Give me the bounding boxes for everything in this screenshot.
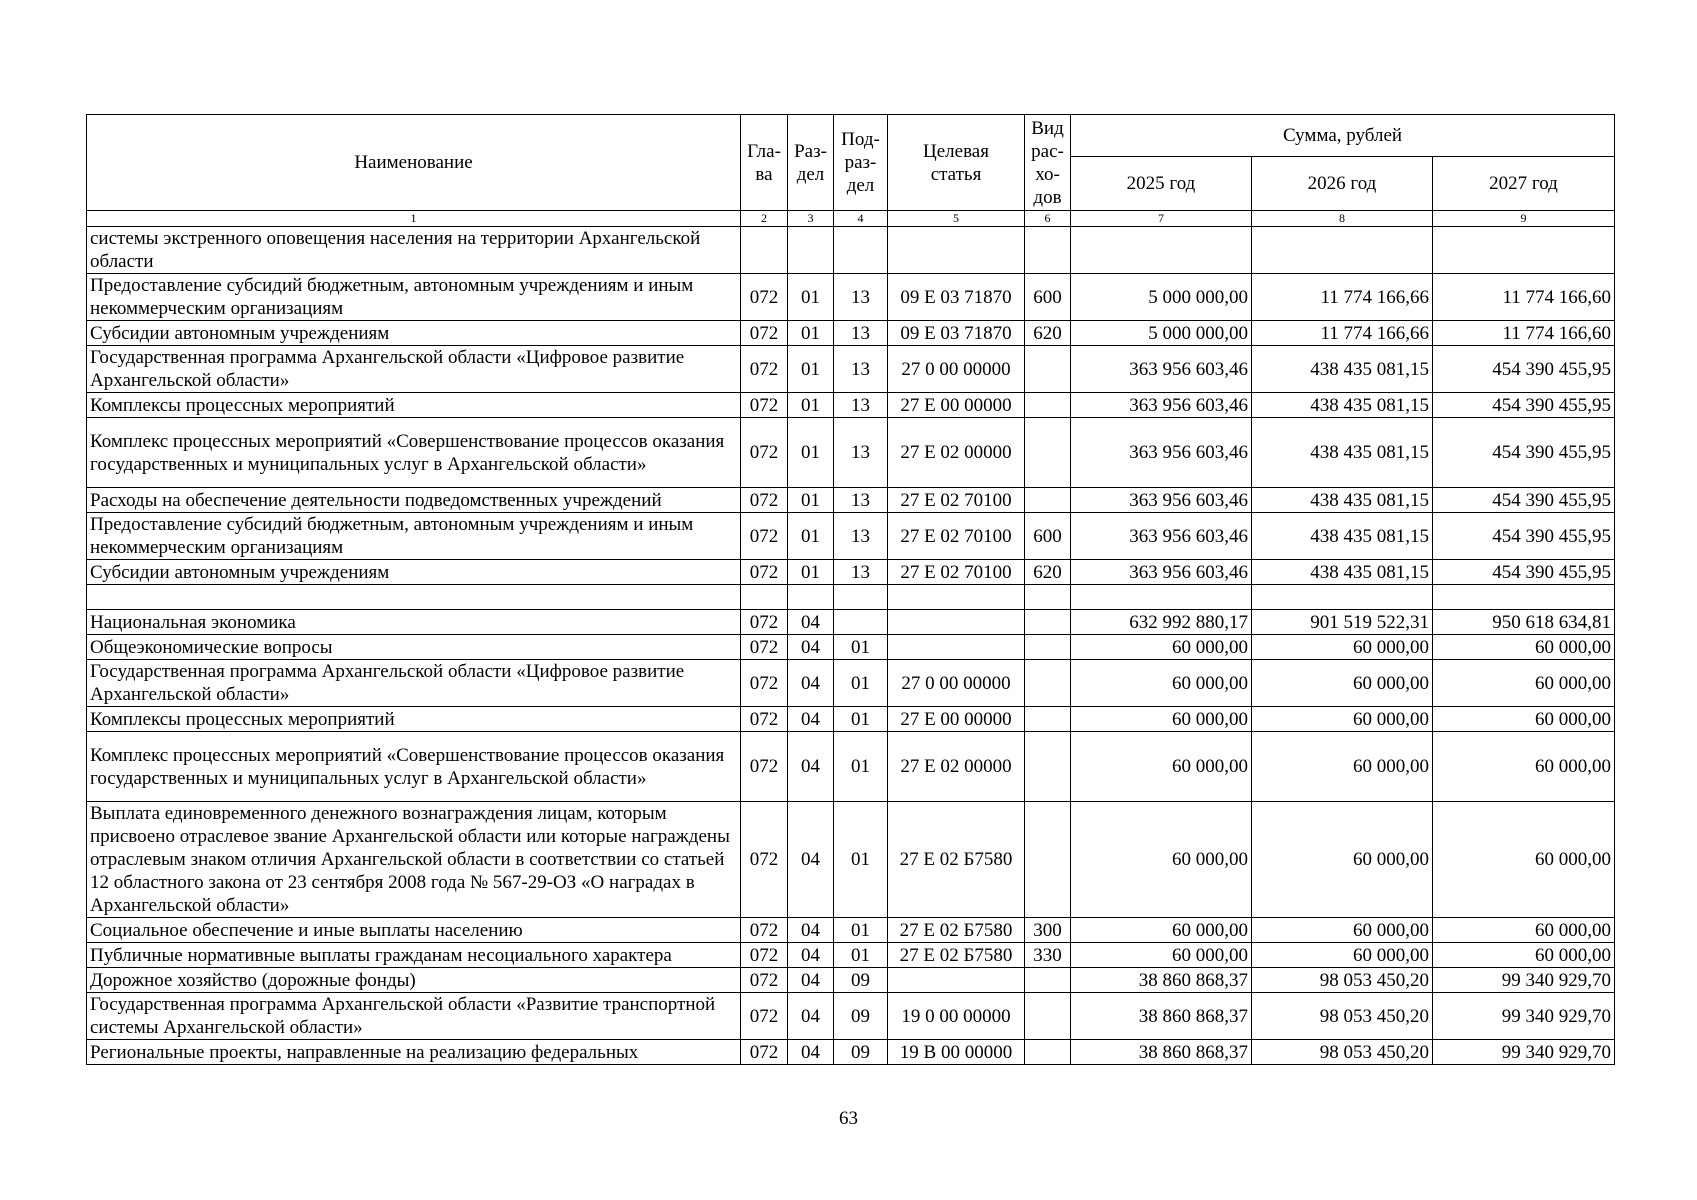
row-subsection: 13 — [834, 321, 888, 346]
row-target-article: 27 Е 02 70100 — [888, 560, 1025, 585]
row-expense-type: 600 — [1025, 274, 1071, 321]
row-amount-2027 — [1433, 585, 1615, 610]
row-expense-type — [1025, 802, 1071, 918]
row-amount-2027: 99 340 929,70 — [1433, 1040, 1615, 1065]
row-section: 04 — [788, 635, 834, 660]
header-year-2026: 2026 год — [1252, 157, 1433, 211]
row-amount-2027: 11 774 166,60 — [1433, 274, 1615, 321]
table-row — [87, 274, 1615, 321]
table-row — [87, 943, 1615, 968]
row-target-article: 09 Е 03 71870 — [888, 321, 1025, 346]
row-amount-2026: 60 000,00 — [1252, 943, 1433, 968]
table-row — [87, 513, 1615, 560]
row-amount-2026: 60 000,00 — [1252, 635, 1433, 660]
header-chapter: Гла- ва — [741, 115, 788, 211]
table-row — [87, 707, 1615, 732]
row-expense-type: 330 — [1025, 943, 1071, 968]
row-amount-2026: 60 000,00 — [1252, 660, 1433, 707]
row-subsection — [834, 227, 888, 274]
row-subsection: 13 — [834, 393, 888, 418]
row-expense-type — [1025, 968, 1071, 993]
row-amount-2027: 99 340 929,70 — [1433, 968, 1615, 993]
row-amount-2026: 60 000,00 — [1252, 918, 1433, 943]
row-amount-2027: 60 000,00 — [1433, 732, 1615, 802]
row-amount-2025: 363 956 603,46 — [1071, 488, 1252, 513]
row-amount-2026: 11 774 166,66 — [1252, 321, 1433, 346]
row-section — [788, 227, 834, 274]
row-subsection: 13 — [834, 513, 888, 560]
row-chapter: 072 — [741, 346, 788, 393]
header-expense-type: Вид рас- хо- дов — [1025, 115, 1071, 211]
table-header — [87, 115, 1615, 227]
table-row — [87, 993, 1615, 1040]
row-subsection: 13 — [834, 418, 888, 488]
row-amount-2027: 99 340 929,70 — [1433, 993, 1615, 1040]
row-target-article: 19 0 00 00000 — [888, 993, 1025, 1040]
row-amount-2026: 438 435 081,15 — [1252, 418, 1433, 488]
row-expense-type: 600 — [1025, 513, 1071, 560]
row-amount-2025: 60 000,00 — [1071, 732, 1252, 802]
row-subsection: 13 — [834, 346, 888, 393]
row-name: Комплекс процессных мероприятий «Совершенствование процессов оказания государственных и муниципальных услуг в Архангельской области» — [87, 418, 741, 488]
table-row — [87, 1040, 1615, 1065]
row-subsection: 01 — [834, 732, 888, 802]
row-section — [788, 585, 834, 610]
row-name: Общеэкономические вопросы — [87, 635, 741, 660]
row-name — [87, 585, 741, 610]
row-subsection — [834, 585, 888, 610]
table-row — [87, 393, 1615, 418]
row-amount-2025: 5 000 000,00 — [1071, 321, 1252, 346]
row-subsection: 01 — [834, 660, 888, 707]
row-name: Публичные нормативные выплаты гражданам несоциального характера — [87, 943, 741, 968]
column-number: 8 — [1252, 211, 1433, 227]
row-section: 01 — [788, 560, 834, 585]
row-expense-type: 300 — [1025, 918, 1071, 943]
row-expense-type — [1025, 393, 1071, 418]
row-amount-2026: 60 000,00 — [1252, 732, 1433, 802]
row-target-article — [888, 968, 1025, 993]
row-target-article: 27 Е 02 00000 — [888, 418, 1025, 488]
row-name: Предоставление субсидий бюджетным, автономным учреждениям и иным некоммерческим организациям — [87, 513, 741, 560]
table-row — [87, 660, 1615, 707]
column-number: 4 — [834, 211, 888, 227]
row-expense-type — [1025, 418, 1071, 488]
row-expense-type — [1025, 1040, 1071, 1065]
row-target-article — [888, 227, 1025, 274]
header-name: Наименование — [87, 115, 741, 211]
row-target-article — [888, 610, 1025, 635]
row-amount-2027: 60 000,00 — [1433, 660, 1615, 707]
table-row — [87, 968, 1615, 993]
row-amount-2025: 38 860 868,37 — [1071, 993, 1252, 1040]
table-row — [87, 418, 1615, 488]
header-section: Раз- дел — [788, 115, 834, 211]
row-amount-2025: 60 000,00 — [1071, 707, 1252, 732]
header-sum-group: Сумма, рублей — [1071, 115, 1615, 157]
column-number: 6 — [1025, 211, 1071, 227]
row-section: 01 — [788, 321, 834, 346]
row-amount-2026: 98 053 450,20 — [1252, 1040, 1433, 1065]
row-subsection — [834, 610, 888, 635]
row-chapter: 072 — [741, 993, 788, 1040]
row-section: 01 — [788, 346, 834, 393]
row-amount-2026 — [1252, 585, 1433, 610]
row-amount-2026 — [1252, 227, 1433, 274]
row-section: 04 — [788, 993, 834, 1040]
row-expense-type — [1025, 660, 1071, 707]
row-amount-2025: 363 956 603,46 — [1071, 560, 1252, 585]
row-target-article: 27 Е 00 00000 — [888, 707, 1025, 732]
row-name: Субсидии автономным учреждениям — [87, 560, 741, 585]
column-number: 5 — [888, 211, 1025, 227]
row-subsection: 01 — [834, 943, 888, 968]
row-target-article — [888, 585, 1025, 610]
row-name: Предоставление субсидий бюджетным, автономным учреждениям и иным некоммерческим организациям — [87, 274, 741, 321]
header-year-2027: 2027 год — [1433, 157, 1615, 211]
row-expense-type — [1025, 227, 1071, 274]
row-name: Расходы на обеспечение деятельности подведомственных учреждений — [87, 488, 741, 513]
row-subsection: 09 — [834, 993, 888, 1040]
row-subsection: 13 — [834, 274, 888, 321]
table-row — [87, 488, 1615, 513]
table-row — [87, 732, 1615, 802]
row-chapter — [741, 227, 788, 274]
row-amount-2027: 950 618 634,81 — [1433, 610, 1615, 635]
row-amount-2027: 60 000,00 — [1433, 918, 1615, 943]
table-body — [87, 227, 1615, 1065]
row-chapter: 072 — [741, 635, 788, 660]
row-amount-2027: 11 774 166,60 — [1433, 321, 1615, 346]
row-chapter: 072 — [741, 274, 788, 321]
row-name: Национальная экономика — [87, 610, 741, 635]
row-target-article: 27 Е 02 70100 — [888, 488, 1025, 513]
row-chapter — [741, 585, 788, 610]
row-expense-type — [1025, 993, 1071, 1040]
row-amount-2026: 438 435 081,15 — [1252, 513, 1433, 560]
row-expense-type — [1025, 707, 1071, 732]
row-chapter: 072 — [741, 393, 788, 418]
row-amount-2025: 363 956 603,46 — [1071, 418, 1252, 488]
row-target-article: 27 Е 02 Б7580 — [888, 943, 1025, 968]
row-section: 04 — [788, 707, 834, 732]
row-expense-type — [1025, 488, 1071, 513]
row-target-article: 27 0 00 00000 — [888, 660, 1025, 707]
row-chapter: 072 — [741, 513, 788, 560]
column-number: 2 — [741, 211, 788, 227]
row-amount-2027: 454 390 455,95 — [1433, 418, 1615, 488]
row-expense-type — [1025, 635, 1071, 660]
row-chapter: 072 — [741, 560, 788, 585]
row-section: 04 — [788, 1040, 834, 1065]
row-subsection: 01 — [834, 918, 888, 943]
row-name: Дорожное хозяйство (дорожные фонды) — [87, 968, 741, 993]
column-number: 7 — [1071, 211, 1252, 227]
row-section: 01 — [788, 488, 834, 513]
row-chapter: 072 — [741, 943, 788, 968]
row-name: системы экстренного оповещения населения на территории Архангельской области — [87, 227, 741, 274]
row-name: Государственная программа Архангельской области «Цифровое развитие Архангельской области» — [87, 660, 741, 707]
column-number: 3 — [788, 211, 834, 227]
table-row — [87, 635, 1615, 660]
column-number-row — [87, 211, 1615, 227]
header-target-article: Целевая статья — [888, 115, 1025, 211]
row-amount-2025: 5 000 000,00 — [1071, 274, 1252, 321]
row-amount-2027 — [1433, 227, 1615, 274]
row-expense-type — [1025, 585, 1071, 610]
row-section: 04 — [788, 918, 834, 943]
row-target-article: 27 Е 02 Б7580 — [888, 918, 1025, 943]
row-chapter: 072 — [741, 418, 788, 488]
row-amount-2025: 38 860 868,37 — [1071, 968, 1252, 993]
row-target-article: 27 Е 00 00000 — [888, 393, 1025, 418]
row-section: 04 — [788, 610, 834, 635]
row-amount-2025: 632 992 880,17 — [1071, 610, 1252, 635]
row-amount-2026: 438 435 081,15 — [1252, 393, 1433, 418]
row-section: 01 — [788, 418, 834, 488]
column-number: 1 — [87, 211, 741, 227]
row-section: 01 — [788, 513, 834, 560]
table-row — [87, 560, 1615, 585]
row-amount-2027: 60 000,00 — [1433, 635, 1615, 660]
row-amount-2025: 38 860 868,37 — [1071, 1040, 1252, 1065]
row-target-article: 27 0 00 00000 — [888, 346, 1025, 393]
table-row — [87, 321, 1615, 346]
row-name: Субсидии автономным учреждениям — [87, 321, 741, 346]
row-amount-2026: 11 774 166,66 — [1252, 274, 1433, 321]
row-section: 04 — [788, 802, 834, 918]
row-amount-2027: 60 000,00 — [1433, 707, 1615, 732]
row-name: Государственная программа Архангельской области «Цифровое развитие Архангельской области» — [87, 346, 741, 393]
row-amount-2026: 60 000,00 — [1252, 707, 1433, 732]
row-name: Государственная программа Архангельской области «Развитие транспортной системы Архангельской области» — [87, 993, 741, 1040]
row-amount-2027: 454 390 455,95 — [1433, 488, 1615, 513]
row-chapter: 072 — [741, 610, 788, 635]
row-amount-2025: 60 000,00 — [1071, 660, 1252, 707]
row-subsection: 09 — [834, 1040, 888, 1065]
row-target-article: 19 В 00 00000 — [888, 1040, 1025, 1065]
row-amount-2027: 454 390 455,95 — [1433, 513, 1615, 560]
row-section: 04 — [788, 732, 834, 802]
row-amount-2025: 60 000,00 — [1071, 802, 1252, 918]
table-row — [87, 610, 1615, 635]
budget-table — [86, 114, 1615, 1065]
row-chapter: 072 — [741, 732, 788, 802]
row-target-article — [888, 635, 1025, 660]
row-chapter: 072 — [741, 707, 788, 732]
row-amount-2027: 454 390 455,95 — [1433, 560, 1615, 585]
row-chapter: 072 — [741, 1040, 788, 1065]
row-amount-2027: 60 000,00 — [1433, 802, 1615, 918]
row-chapter: 072 — [741, 321, 788, 346]
row-amount-2025: 60 000,00 — [1071, 635, 1252, 660]
row-chapter: 072 — [741, 968, 788, 993]
table-row — [87, 346, 1615, 393]
row-amount-2025: 363 956 603,46 — [1071, 393, 1252, 418]
row-subsection: 09 — [834, 968, 888, 993]
row-target-article: 09 Е 03 71870 — [888, 274, 1025, 321]
row-subsection: 01 — [834, 635, 888, 660]
row-amount-2025: 60 000,00 — [1071, 943, 1252, 968]
row-expense-type — [1025, 610, 1071, 635]
row-section: 01 — [788, 393, 834, 418]
row-section: 04 — [788, 968, 834, 993]
row-chapter: 072 — [741, 660, 788, 707]
row-name: Комплексы процессных мероприятий — [87, 393, 741, 418]
table-row — [87, 802, 1615, 918]
row-amount-2025: 60 000,00 — [1071, 918, 1252, 943]
row-name: Выплата единовременного денежного вознаграждения лицам, которым присвоено отраслевое звание Архангельской области или которые награждены отраслевым знаком отличия Архангельской области в соответствии со статьей 12 областного закона от 23 сентября 2008 года № 567-29-ОЗ «О наградах в Архангельской области» — [87, 802, 741, 918]
row-amount-2026: 438 435 081,15 — [1252, 346, 1433, 393]
row-amount-2026: 98 053 450,20 — [1252, 968, 1433, 993]
row-amount-2026: 60 000,00 — [1252, 802, 1433, 918]
row-expense-type — [1025, 346, 1071, 393]
row-amount-2025: 363 956 603,46 — [1071, 513, 1252, 560]
row-amount-2025 — [1071, 227, 1252, 274]
row-target-article: 27 Е 02 70100 — [888, 513, 1025, 560]
row-name: Комплекс процессных мероприятий «Совершенствование процессов оказания государственных и муниципальных услуг в Архангельской области» — [87, 732, 741, 802]
row-section: 04 — [788, 660, 834, 707]
row-chapter: 072 — [741, 918, 788, 943]
column-number: 9 — [1433, 211, 1615, 227]
row-subsection: 01 — [834, 707, 888, 732]
row-amount-2027: 60 000,00 — [1433, 943, 1615, 968]
row-section: 01 — [788, 274, 834, 321]
row-chapter: 072 — [741, 488, 788, 513]
row-subsection: 13 — [834, 560, 888, 585]
table-row — [87, 227, 1615, 274]
row-amount-2026: 98 053 450,20 — [1252, 993, 1433, 1040]
row-expense-type — [1025, 732, 1071, 802]
row-section: 04 — [788, 943, 834, 968]
header-subsection: Под- раз- дел — [834, 115, 888, 211]
row-amount-2026: 438 435 081,15 — [1252, 488, 1433, 513]
row-expense-type: 620 — [1025, 560, 1071, 585]
row-target-article: 27 Е 02 Б7580 — [888, 802, 1025, 918]
row-amount-2027: 454 390 455,95 — [1433, 346, 1615, 393]
row-name: Региональные проекты, направленные на реализацию федеральных — [87, 1040, 741, 1065]
row-amount-2026: 438 435 081,15 — [1252, 560, 1433, 585]
row-name: Социальное обеспечение и иные выплаты населению — [87, 918, 741, 943]
row-expense-type: 620 — [1025, 321, 1071, 346]
row-amount-2026: 901 519 522,31 — [1252, 610, 1433, 635]
row-amount-2027: 454 390 455,95 — [1433, 393, 1615, 418]
table-row — [87, 585, 1615, 610]
row-subsection: 01 — [834, 802, 888, 918]
row-name: Комплексы процессных мероприятий — [87, 707, 741, 732]
row-amount-2025 — [1071, 585, 1252, 610]
row-subsection: 13 — [834, 488, 888, 513]
page-number: 63 — [839, 1108, 858, 1129]
header-year-2025: 2025 год — [1071, 157, 1252, 211]
table-row — [87, 918, 1615, 943]
row-chapter: 072 — [741, 802, 788, 918]
row-amount-2025: 363 956 603,46 — [1071, 346, 1252, 393]
row-target-article: 27 Е 02 00000 — [888, 732, 1025, 802]
